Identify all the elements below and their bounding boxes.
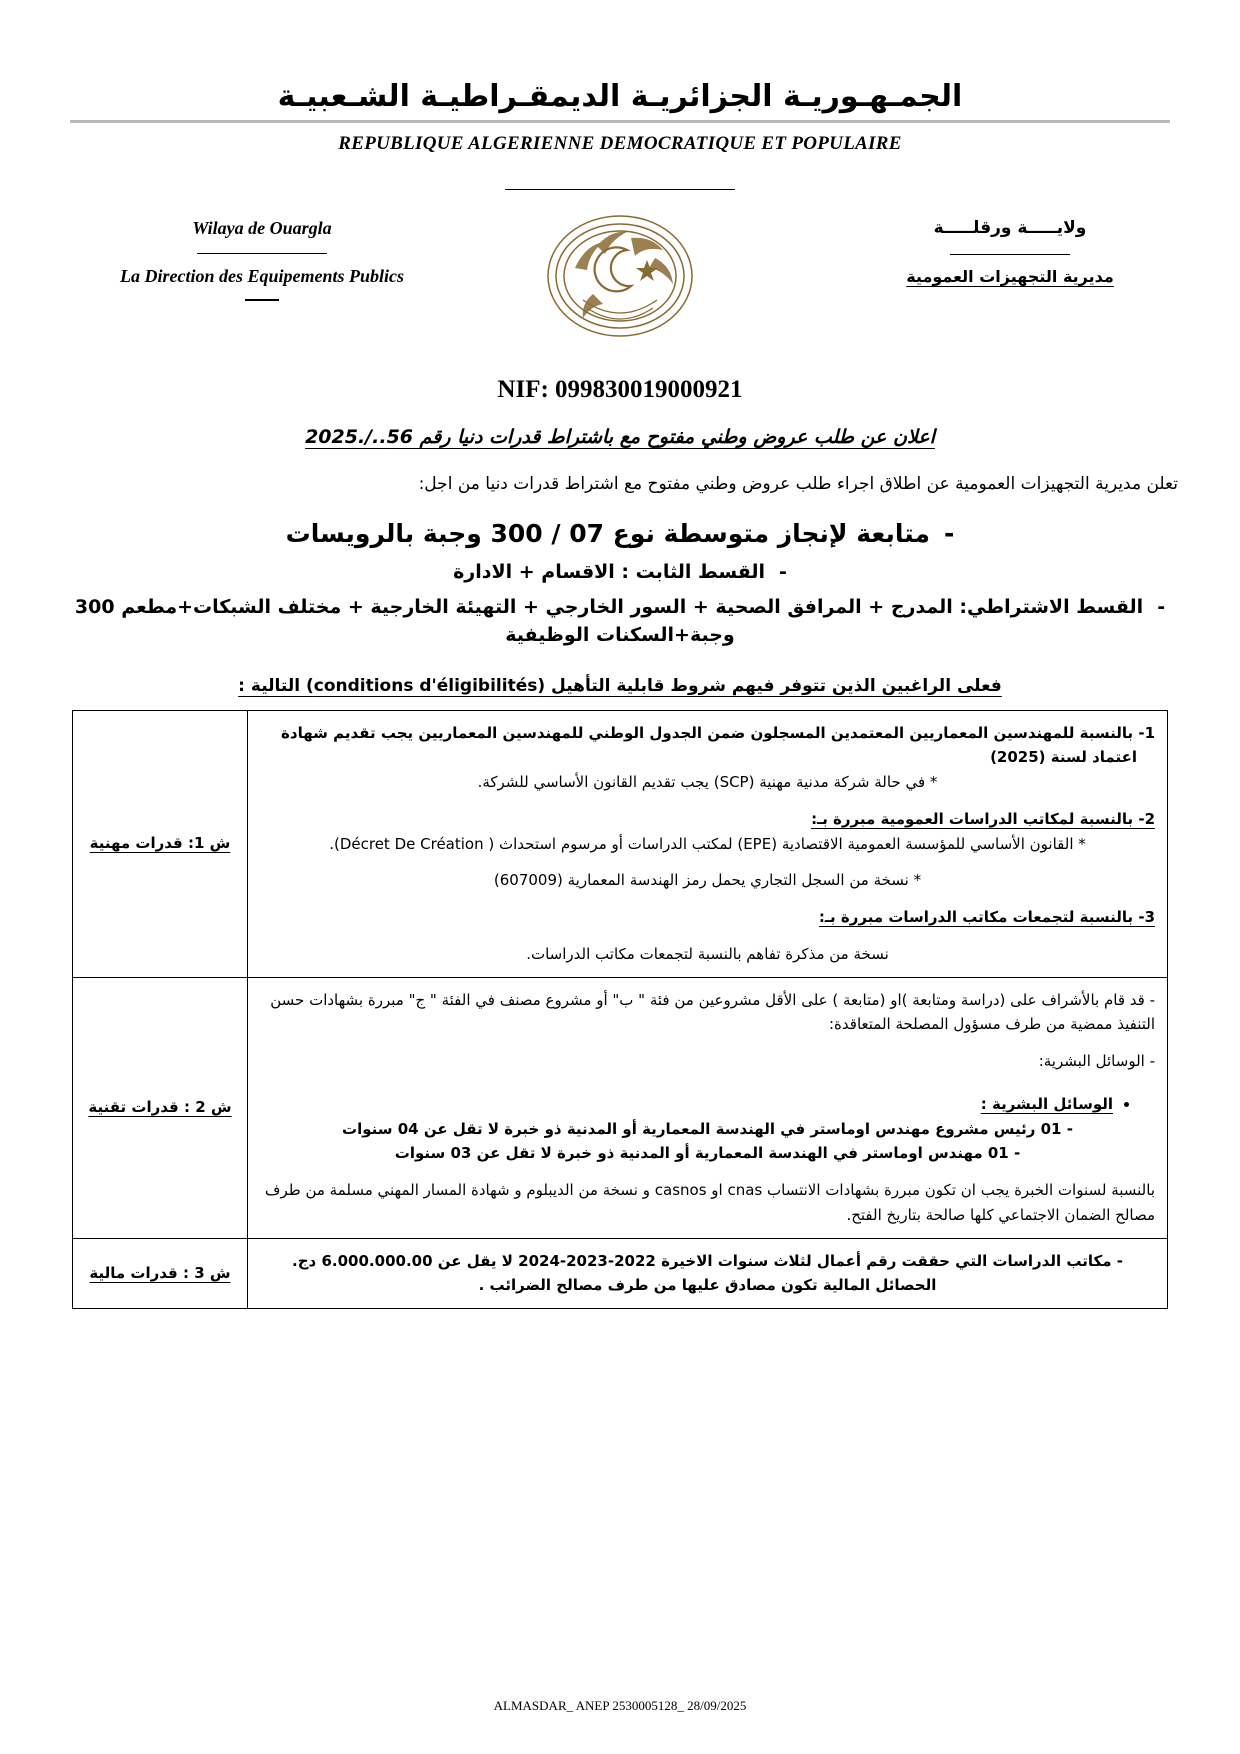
row-1-spacer-3 [260,893,1155,905]
letterhead-left-block [92,218,432,301]
table-row [73,710,1168,977]
header-divider [70,120,1170,123]
document-header [0,0,1240,190]
lot-conditional-line [62,593,1178,650]
letterhead-right-block [840,218,1180,287]
direction-name-ar: مديرية التجهيزات العمومية [906,267,1114,287]
lot-conditional-text: القسط الاشتراطي: المدرج + المرافق الصحية + السور الخارجي + التهيئة الخارجية + مختلف الشبكات+مطعم 300 وجبة+السكنات الوظيفية [74,595,1144,646]
row-1-label: ش 1: قدرات مهنية [73,710,248,977]
table-row [73,1238,1168,1309]
row-1-content [248,710,1168,977]
row-1-item-1: 1- بالنسبة للمهندسين المعماريين المعتمدين المسجلون ضمن الجدول الوطني للمهندسين المعماريين يجب تقديم شهادة [281,723,1155,742]
lot-dash-fixed: - [779,560,787,583]
header-french-title: REPUBLIQUE ALGERIENNE DEMOCRATIQUE ET POPULAIRE [338,132,902,154]
row-1-item-3-text: نسخة من مذكرة تفاهم بالنسبة لتجمعات مكاتب الدراسات. [526,944,889,963]
lot-dash-main: - [944,518,955,548]
row-2-para-3: بالنسبة لسنوات الخبرة يجب ان تكون مبررة بشهادات الانتساب cnas او casnos و نسخة من الديبلوم و شهادة المسار المهني مسلمة من طرف مصالح الضمان الاجتماعي كلها صالحة بتاريخ الفتح. [264,1181,1155,1224]
row-2-bullet-list [260,1092,1131,1117]
announcement-title: اعلان عن طلب عروض وطني مفتوح مع باشتراط قدرات دنيا رقم 56../.2025 [305,425,935,448]
nif-number: NIF: 099830019000921 [497,375,743,403]
letterhead-right-divider [950,254,1070,256]
national-emblem-icon [535,198,705,368]
row-2-content [248,977,1168,1238]
header-arabic-title: الجمـهـوريـة الجزائريـة الديمقـراطيـة الشـعبيـة [277,79,963,114]
row-3-label: ش 3 : قدرات مالية [73,1238,248,1309]
row-3-line-2: الحصائل المالية تكون مصادق عليها من طرف مصالح الضرائب . [478,1276,937,1295]
direction-name-fr: La Direction des Equipements Publics [119,266,404,287]
eligibility-heading: فعلى الراغبين الذين تتوفر فيهم شروط قابلية التأهيل (conditions d'éligibilités) التالية : [238,675,1002,696]
letterhead [0,208,1240,358]
intro-paragraph: تعلن مديرية التجهيزات العمومية عن اطلاق اجراء طلب عروض وطني مفتوح مع اشتراط قدرات دنيا من اجل: [418,473,1178,494]
row-2-para-2: - الوسائل البشرية: [1038,1052,1155,1070]
letterhead-left-divider [197,253,327,255]
letterhead-left-divider-2 [245,299,279,301]
row-2-staff-1: - 01 رئيس مشروع مهندس اوماستر في الهندسة المعمارية أو المدنية ذو خبرة لا تقل عن 04 سنوات [342,1119,1073,1138]
lot-main-line [62,516,1178,551]
row-1-item-2-star-2: * نسخة من السجل التجاري يحمل رمز الهندسة المعمارية (607009) [493,871,922,890]
row-2-spacer-3 [260,1166,1155,1178]
row-2-para-1: - قد قام بالأشراف على (دراسة ومتابعة )او (متابعة ) على الأقل مشروعين من فئة " ب" أو مشروع مصنف في الفئة " ج" مبررة بشهادات حسن التنفيذ ممضية من طرف مسؤول المصلحة المتعاقدة: [270,990,1155,1034]
table-body [73,710,1168,1309]
document-footer: ALMASDAR_ ANEP 2530005128_ 28/09/2025 [493,1698,747,1713]
eligibility-conditions-table [72,710,1168,1310]
lot-fixed-line [62,561,1178,583]
table-row [73,977,1168,1238]
wilaya-name-fr: Wilaya de Ouargla [192,217,332,238]
row-2-spacer-2 [260,1074,1155,1086]
lots-block [62,516,1178,650]
row-2-spacer-1 [260,1037,1155,1049]
row-1-spacer-1 [260,795,1155,807]
row-2-staff-2: - 01 مهندس اوماستر في الهندسة المعمارية أو المدنية ذو خبرة لا تقل عن 03 سنوات [394,1144,1021,1163]
row-3-content [248,1238,1168,1309]
header-short-divider [505,189,735,190]
row-1-item-1-cont: اعتماد لسنة (2025) [990,748,1137,767]
row-3-line-1: - مكاتب الدراسات التي حققت رقم أعمال لثلاث سنوات الاخيرة 2022-2023-2024 لا يقل عن 6.000.000.00 دج. [292,1251,1123,1270]
row-1-item-2-star: * القانون الأساسي للمؤسسة العمومية الاقتصادية (EPE) لمكتب الدراسات أو مرسوم استحداث ( Décret De Création). [329,834,1086,853]
row-1-item-2: 2- بالنسبة لمكاتب الدراسات العمومية مبررة بـ: [811,809,1155,828]
row-1-item-3: 3- بالنسبة لتجمعات مكاتب الدراسات مبررة بـ: [818,908,1155,926]
lot-main-text: متابعة لإنجاز متوسطة نوع 07 / 300 وجبة بالرويسات [285,518,930,548]
row-2-bullet-item: • الوسائل البشرية : [260,1092,1113,1117]
row-1-spacer-4 [260,930,1155,942]
lot-fixed-text: القسط الثابت : الاقسام + الادارة [453,560,766,583]
row-1-spacer-2 [260,856,1155,868]
lot-dash-conditional: - [1157,595,1166,618]
row-2-label: ش 2 : قدرات تقنية [73,977,248,1238]
wilaya-name-ar: ولايـــــة ورقلـــــة [933,217,1087,238]
row-1-item-1-star: * في حالة شركة مدنية مهنية (SCP) يجب تقديم القانون الأساسي للشركة. [477,773,938,791]
